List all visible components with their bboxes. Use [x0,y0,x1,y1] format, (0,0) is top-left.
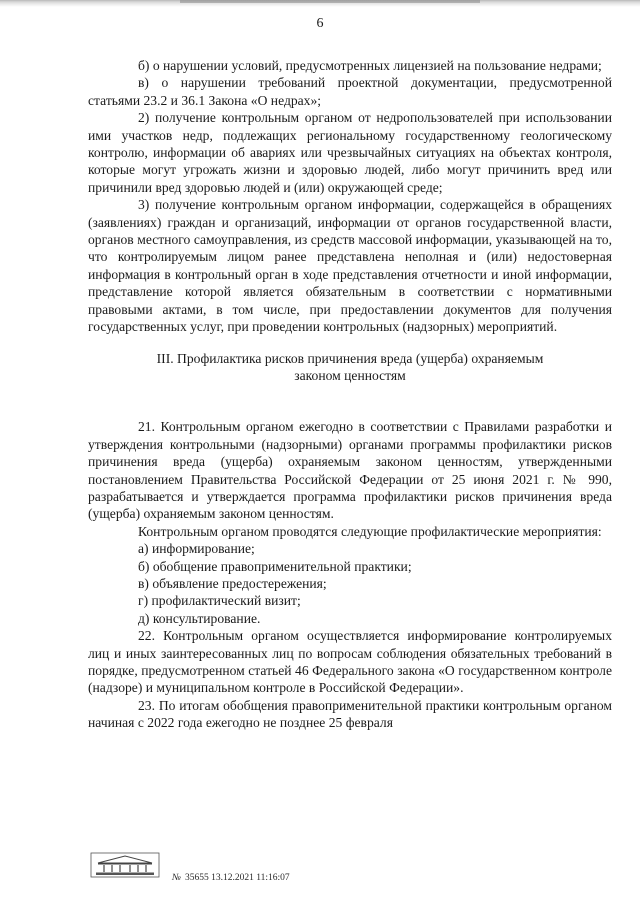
measure-item: г) профилактический визит; [138,593,301,609]
paragraph-3: 3) получение контрольным органом информации, содержащейся в обращениях (заявлениях) граждан и организаций, информации от органов государственной власти, органов местного самоуправления, из средств массовой информации, указывающей на то, что контролируемым лицом ранее представлена неполная и (или) недостоверная информация в контрольный орган в ходе представления отчетности и иной информации, представление которой является обязательным в соответствии с нормативными правовыми актами, в том числе, при предоставлении документов для получения государственных услуг, при проведении контрольных (надзорных) мероприятий. [88,197,612,335]
paragraph-b: б) о нарушении условий, предусмотренных лицензией на пользование недрами; [138,58,602,73]
building-stamp-icon [90,852,160,878]
registration-stamp [172,873,290,883]
registration-number-datetime: 35655 13.12.2021 11:16:07 [184,873,290,883]
paragraph-v: в) о нарушении требований проектной документации, предусмотренной статьями 23.2 и 36.1 Закона «О недрах»; [88,75,612,108]
page-number: 6 [316,16,324,31]
registration-sign: № [172,873,181,883]
document-body [88,57,612,732]
measure-item: в) объявление предостережения; [138,575,327,591]
paragraph-22: 22. Контрольным органом осуществляется информирование контролируемых лиц и иных заинтересованных лиц по вопросам соблюдения обязательных требований в порядке, предусмотренном статьей 46 Федерального закона «О государственном контроле (надзоре) и муниципальном контроле в Российской Федерации». [88,628,612,696]
scan-edge-shadow [180,0,480,3]
measure-item: а) информирование; [138,541,255,557]
paragraph-21: 21. Контрольным органом ежегодно в соответствии с Правилами разработки и утверждения контрольными (надзорными) органами программы профилактики рисков причинения вреда (ущерба) охраняемым законом ценностям, утвержденными постановлением Правительства Российской Федерации от 25 июня 2021 г. № 990, разрабатывается и утверждается программа профилактики рисков причинения вреда (ущерба) охраняемым законом ценностям. [88,419,612,522]
paragraph-23: 23. По итогам обобщения правоприменительной практики контрольным органом начиная с 2022 года ежегодно не позднее 25 февраля [88,697,612,731]
paragraph-2: 2) получение контрольным органом от недропользователей при использовании ими участков недр, подлежащих региональному государственному геологическому контролю, информации об авариях или чрезвычайных ситуациях на объектах контроля, которые могут угрожать жизни и здоровью людей, либо могут причинить вред или причинили вред здоровью людей и (или) окружающей среде; [88,110,612,195]
paragraph-measures-intro: Контрольным органом проводятся следующие профилактические мероприятия: [138,523,602,539]
measure-item: д) консультирование. [138,610,261,626]
measure-item: б) обобщение правоприменительной практики; [138,558,412,574]
section-heading: III. Профилактика рисков причинения вреда (ущерба) охраняемым законом ценностям [156,350,544,383]
